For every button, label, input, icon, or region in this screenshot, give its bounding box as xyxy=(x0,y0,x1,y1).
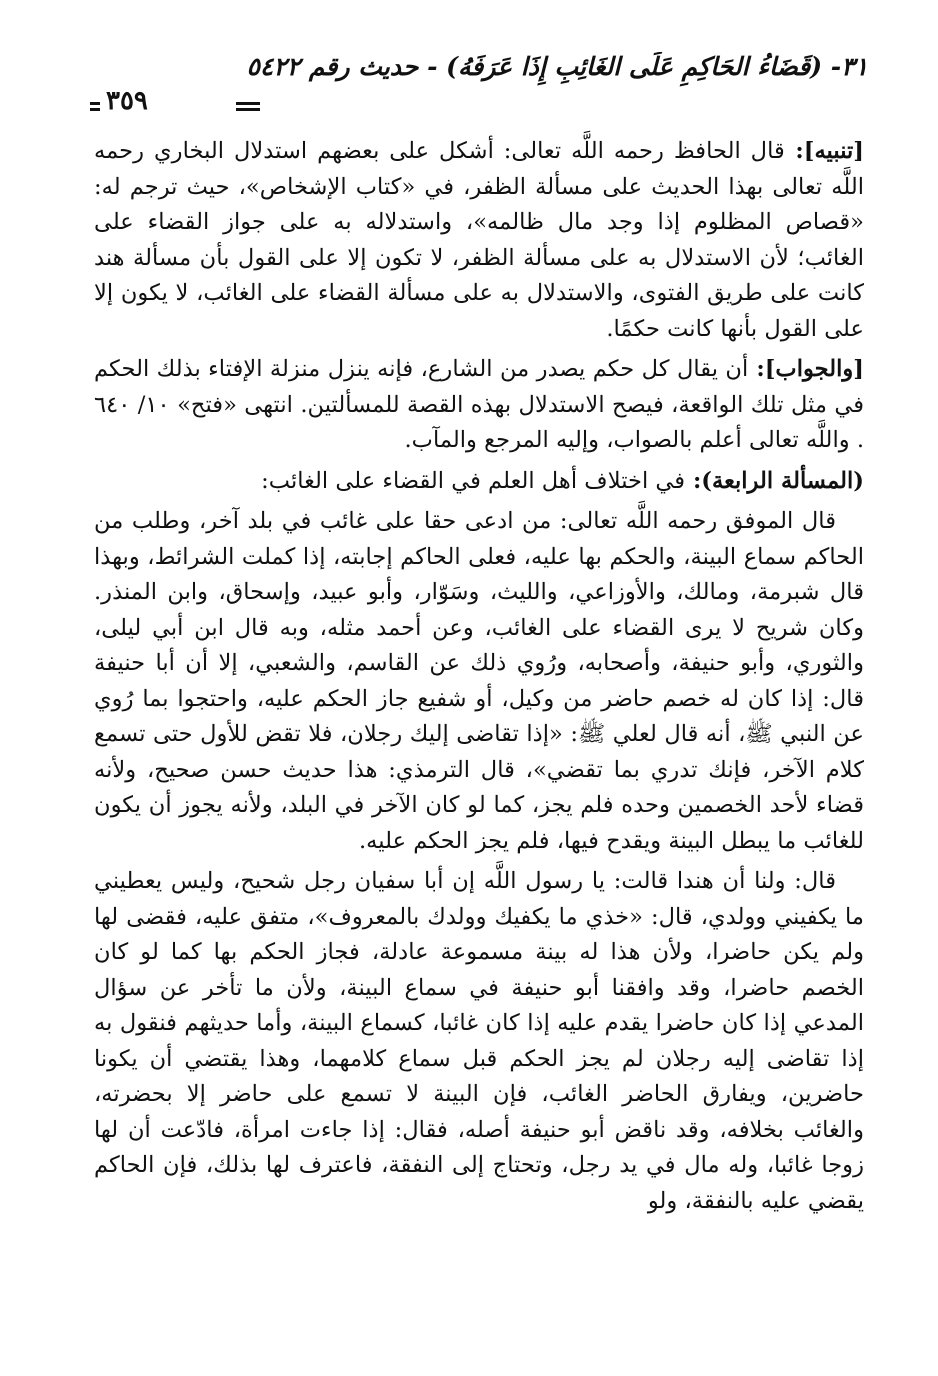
page-number: ٣٥٩ xyxy=(100,86,236,116)
paragraph-muwaffaq xyxy=(94,504,864,859)
paragraph-text: أن يقال كل حكم يصدر من الشارع، فإنه ينزل منزلة الإفتاء بذلك الحكم في مثل تلك الواقعة، فيصح الاستدلال بهذه القصة للمسألتين. انتهى «فتح» ١٠/ ٦٤٠ . واللَّه تعالى أعلم بالصواب، وإليه المرجع والمآب. xyxy=(94,356,864,453)
paragraph-text: قال: ولنا أن هندا قالت: يا رسول اللَّه إن أبا سفيان رجل شحيح، وليس يعطيني ما يكفيني وولدي، قال: «خذي ما يكفيك وولدك بالمعروف»، متفق عليه، فقضى لها ولم يكن حاضرا، ولأن هذا له بينة مسموعة عادلة، فجاز الحكم بها كما لو كان الخصم حاضرا، وقد وافقنا أبو حنيفة في سماع البينة، ولأن ما تأخر عن سؤال المدعي إذا كان حاضرا يقدم عليه إذا كان غائبا، كسماع البينة، وأما حديثهم فنقول به إذا تقاضى إليه رجلان لم يجز الحكم قبل سماع كلامهما، وهذا يقتضي أن يكونا حاضرين، ويفارق الحاضر الغائب، فإن البينة لا تسمع على حاضر إلا بحضرته، والغائب بخلافه، وقد ناقض أبو حنيفة أصله، فقال: إذا جاءت امرأة، فادّعت أن لها زوجا غائبا، وله مال في يد رجل، وتحتاج إلى النفقة، فاعترف لها بذلك، فإن الحاكم يقضي عليه بالنفقة، ولو xyxy=(94,868,864,1214)
paragraph-lead: (المسألة الرابعة): xyxy=(685,467,864,494)
page-body xyxy=(94,134,864,1224)
paragraph-text: في اختلاف أهل العلم في القضاء على الغائب: xyxy=(261,467,686,494)
paragraph-lead: [والجواب]: xyxy=(748,356,864,382)
chapter-title: ٣١- (قَضَاءُ الحَاكِمِ عَلَى الغَائِبِ إِذَا عَرَفَهُ) - حديث رقم ٥٤٢٢ xyxy=(246,52,868,81)
paragraph-text: قال الحافظ رحمه اللَّه تعالى: أشكل على بعضهم استدلال البخاري رحمه اللَّه تعالى بهذا الحديث على مسألة الظفر، في «كتاب الإشخاص»، حيث ترجم له: «قصاص المظلوم إذا وجد مال ظالمه»، واستدلاله به على جواز القضاء على الغائب؛ لأن الاستدلال به على مسألة الظفر، لا تكون إلا على القول بأن مسألة هند كانت على طريق الفتوى، والاستدلال به على مسألة القضاء على الغائب، لا يكون إلا على القول بأنها كانت حكمًا. xyxy=(94,138,864,342)
paragraph-note xyxy=(94,134,864,347)
paragraph-text: قال الموفق رحمه اللَّه تعالى: من ادعى حقا على غائب في بلد آخر، وطلب من الحاكم سماع البينة، والحكم بها عليه، فعلى الحاكم إجابته، إذا كملت الشرائط، وبهذا قال شبرمة، ومالك، والأوزاعي، والليث، وسَوّار، وأبو عبيد، وإسحاق، وابن المنذر. وكان شريح لا يرى القضاء على الغائب، وعن أحمد مثله، وبه قال ابن أبي ليلى، والثوري، وأبو حنيفة، وأصحابه، ورُوي ذلك عن القاسم، والشعبي، إلا أن أبا حنيفة قال: إذا كان له خصم حاضر من وكيل، أو شفيع جاز الحكم عليه، واحتجوا بما رُوي عن النبي ﷺ، أنه قال لعلي ﷺ: «إذا تقاضى إليك رجلان، فلا تقض للأول حتى تسمع كلام الآخر، فإنك تدري بما تقضي»، قال الترمذي: هذا حديث حسن صحيح، ولأنه قضاء لأحد الخصمين وحده فلم يجز، كما لو كان الآخر في البلد، ولأنه يجوز أن يكون للغائب ما يبطل البينة ويقدح فيها، فلم يجز الحكم عليه. xyxy=(94,508,864,854)
paragraph-rebuttal xyxy=(94,864,864,1219)
paragraph-lead: [تنبيه]: xyxy=(784,138,864,164)
paragraph-answer xyxy=(94,352,864,459)
paragraph-issue-four xyxy=(94,464,864,500)
